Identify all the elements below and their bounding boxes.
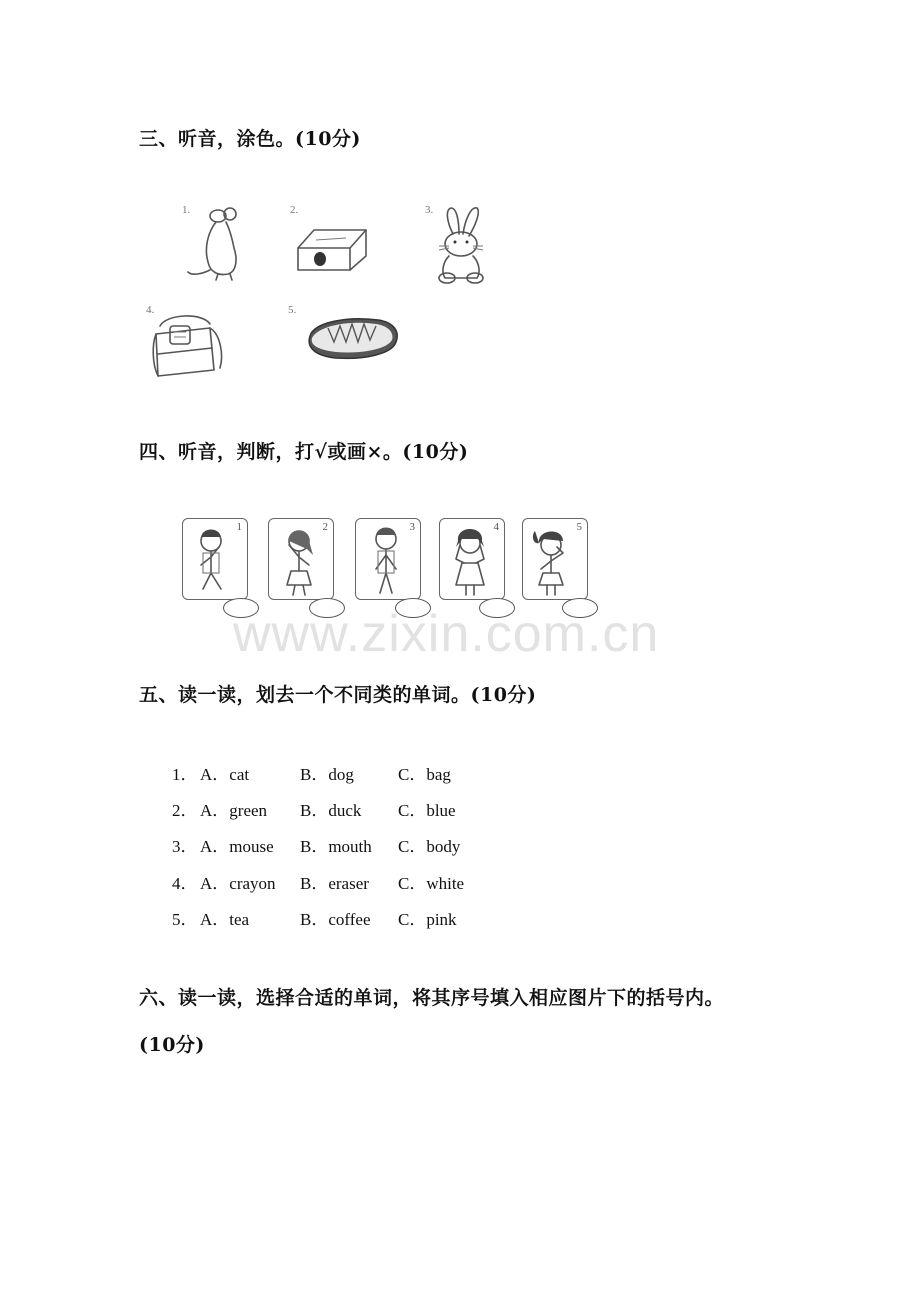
option-b[interactable]: B．coffee	[300, 910, 371, 929]
picture-number: 1.	[182, 204, 191, 216]
section-6-points: (10分)	[139, 1034, 205, 1056]
rabbit-icon	[425, 204, 495, 286]
picture-number: 5.	[288, 304, 297, 316]
card-number: 1	[236, 521, 242, 533]
picture-3	[425, 204, 495, 286]
picture-2	[290, 204, 370, 274]
option-a[interactable]: A．cat	[200, 765, 250, 784]
option-a[interactable]: A．mouse	[200, 837, 274, 856]
question-number: 1．	[172, 765, 198, 784]
option-a[interactable]: A．tea	[200, 910, 250, 929]
picture-4	[146, 304, 228, 380]
option-c[interactable]: C．pink	[398, 910, 457, 929]
picture-card-1	[182, 518, 248, 600]
boy-pointing-mouth-icon	[183, 519, 247, 599]
option-c[interactable]: C．white	[398, 874, 465, 893]
option-b[interactable]: B．duck	[300, 801, 362, 820]
watermark: www.zixin.com.cn	[233, 605, 660, 663]
girl-touching-ears-icon	[440, 519, 504, 599]
option-a[interactable]: A．green	[200, 801, 268, 820]
pencil-sharpener-icon	[290, 204, 370, 274]
option-c[interactable]: C．bag	[398, 765, 451, 784]
option-c[interactable]: C．blue	[398, 801, 456, 820]
schoolbag-icon	[146, 304, 228, 380]
picture-card-5	[522, 518, 588, 600]
picture-card-2	[268, 518, 334, 600]
card-number: 2	[322, 521, 328, 533]
picture-card-3	[355, 518, 421, 600]
card-number: 5	[576, 521, 582, 533]
option-b[interactable]: B．dog	[300, 765, 354, 784]
question-number: 2．	[172, 801, 198, 820]
picture-1	[180, 204, 250, 284]
picture-card-4	[439, 518, 505, 600]
picture-number: 4.	[146, 304, 155, 316]
boy-standing-icon	[356, 519, 420, 599]
girl-touching-face-icon	[269, 519, 333, 599]
option-b[interactable]: B．mouth	[300, 837, 372, 856]
question-number: 5．	[172, 910, 198, 929]
section-6-heading: 六、读一读，选择合适的单词，将其序号填入相应图片下的括号内。	[139, 987, 725, 1009]
picture-number: 3.	[425, 204, 434, 216]
card-number: 4	[493, 521, 499, 533]
question-number: 4．	[172, 874, 198, 893]
option-c[interactable]: C．body	[398, 837, 461, 856]
question-number: 3．	[172, 837, 198, 856]
option-a[interactable]: A．crayon	[200, 874, 276, 893]
card-number: 3	[409, 521, 415, 533]
bread-icon	[288, 304, 404, 364]
section-4-heading: 四、听音，判断，打√或画×。(10分)	[139, 441, 469, 463]
mouse-icon	[180, 204, 250, 284]
girl-pointing-nose-icon	[523, 519, 587, 599]
section-3-heading: 三、听音，涂色。(10分)	[139, 128, 361, 150]
option-b[interactable]: B．eraser	[300, 874, 369, 893]
picture-number: 2.	[290, 204, 299, 216]
section-5-heading: 五、读一读，划去一个不同类的单词。(10分)	[139, 684, 537, 706]
picture-5	[288, 304, 404, 364]
